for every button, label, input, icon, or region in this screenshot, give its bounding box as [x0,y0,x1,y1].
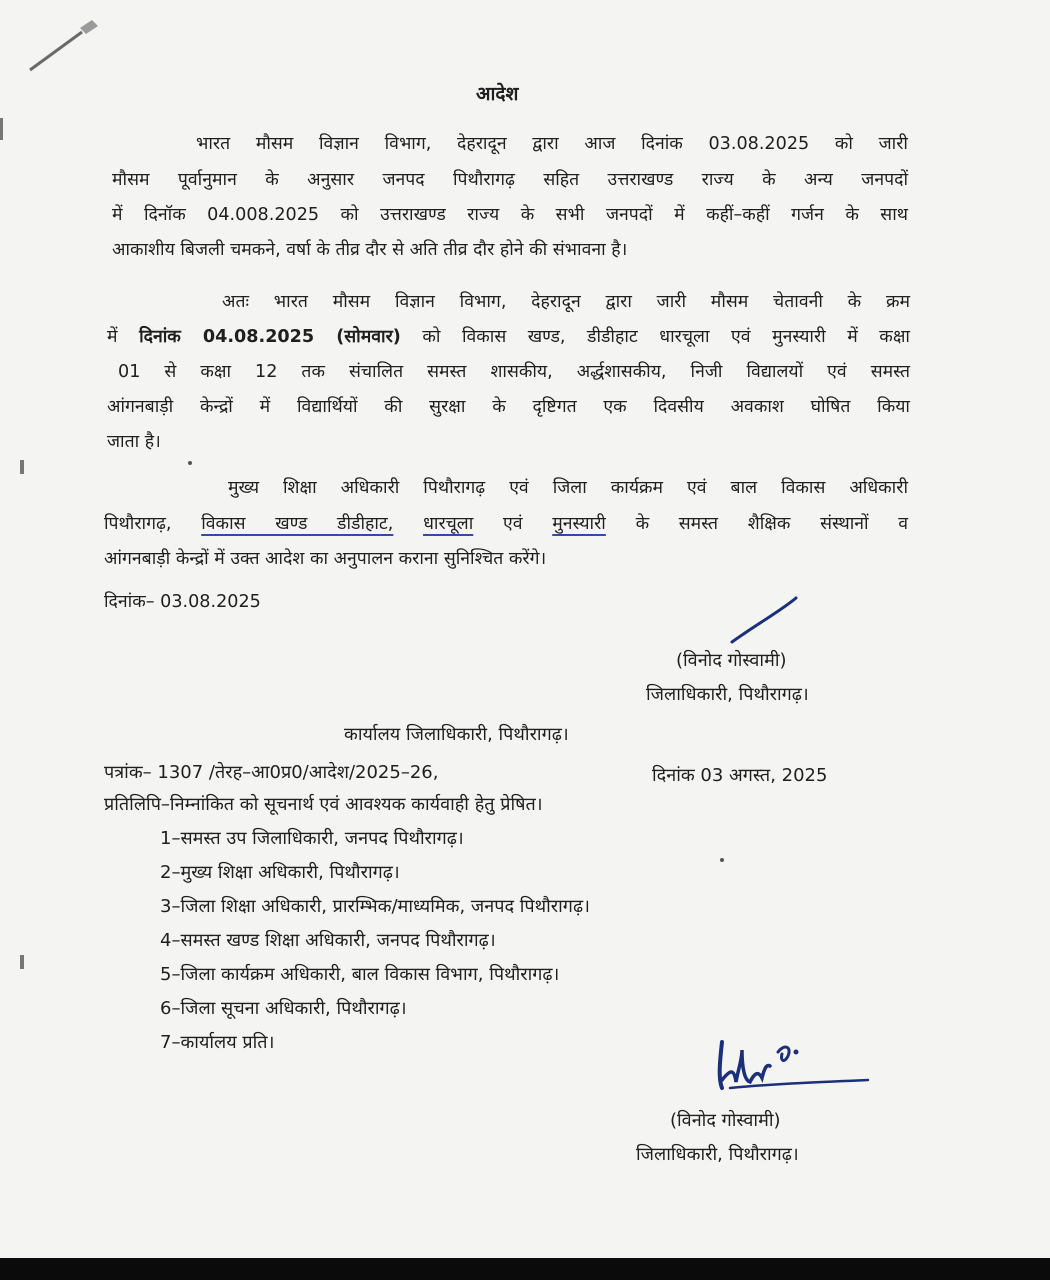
para2-text: में [107,327,118,347]
underlined-block: विकास खण्ड डीडीहाट, [201,514,394,534]
para3-text: एवं [503,514,523,534]
margin-mark [20,460,24,474]
para3-text: के समस्त शैक्षिक संस्थानों व [635,514,909,534]
order-date: दिनांक– 03.08.2025 [104,592,261,612]
holiday-date: दिनांक 04.08.2025 (सोमवार) [139,327,401,347]
para1-line: मौसम पूर्वानुमान के अनुसार जनपद पिथौरागढ़ सहित उत्तराखण्ड राज्य के अन्य जनपदों [112,170,908,190]
signatory-name: (विनोद गोस्वामी) [676,650,787,671]
edge-mark [0,118,3,140]
speck [720,858,724,862]
para2-line: 01 से कक्षा 12 तक संचालित समस्त शासकीय, अर्द्धशासकीय, निजी विद्यालयों एवं समस्त [118,362,910,382]
copy-list-item: 5–जिला कार्यक्रम अधिकारी, बाल विकास विभाग, पिथौरागढ़। [160,964,560,985]
para1-line: में दिनॉक 04.008.2025 को उत्तराखण्ड राज्य के सभी जनपदों में कहीं–कहीं गर्जन के साथ [112,205,908,225]
signature-stroke-icon [724,592,804,648]
reference-number: पत्रांक– 1307 /तेरह–आ0प्र0/आदेश/2025–26, [104,762,439,783]
underlined-block: धारचूला [423,514,474,534]
reference-date: दिनांक 03 अगस्त, 2025 [652,765,828,786]
para1-line: आकाशीय बिजली चमकने, वर्षा के तीव्र दौर से अति तीव्र दौर होने की संभावना है। [112,240,628,260]
handwritten-signature-icon [700,1030,880,1100]
para2-line: अतः भारत मौसम विज्ञान विभाग, देहरादून द्वारा जारी मौसम चेतावनी के क्रम [222,292,910,312]
margin-mark [20,955,24,969]
para3-line: मुख्य शिक्षा अधिकारी पिथौरागढ़ एवं जिला कार्यक्रम एवं बाल विकास अधिकारी [228,478,908,498]
signatory-designation-2: जिलाधिकारी, पिथौरागढ़। [636,1144,799,1165]
corner-mark-icon [22,14,102,76]
copy-intro: प्रतिलिपि–निम्नांकित को सूचनार्थ एवं आवश्यक कार्यवाही हेतु प्रेषित। [104,794,543,815]
bottom-band [0,1258,1050,1280]
para2-line: जाता है। [107,432,161,452]
copy-list-item: 2–मुख्य शिक्षा अधिकारी, पिथौरागढ़। [160,862,400,883]
copy-list-item: 7–कार्यालय प्रति। [160,1032,275,1053]
speck [188,461,192,465]
copy-list-item: 3–जिला शिक्षा अधिकारी, प्रारम्भिक/माध्यमिक, जनपद पिथौरागढ़। [160,896,590,917]
para2-text: को विकास खण्ड, डीडीहाट धारचूला एवं मुनस्यारी में कक्षा [422,327,910,347]
copy-list-item: 4–समस्त खण्ड शिक्षा अधिकारी, जनपद पिथौरागढ़। [160,930,496,951]
para2-line [107,319,910,355]
underlined-block: मुनस्यारी [552,514,606,534]
document-title: आदेश [476,83,519,105]
signatory-designation: जिलाधिकारी, पिथौरागढ़। [646,684,809,705]
copy-list-item: 1–समस्त उप जिलाधिकारी, जनपद पिथौरागढ़। [160,828,464,849]
para2-line: आंगनबाड़ी केन्द्रों में विद्यार्थियों की सुरक्षा के दृष्टिगत एक दिवसीय अवकाश घोषित किया [107,397,910,417]
para1-line: भारत मौसम विज्ञान विभाग, देहरादून द्वारा आज दिनांक 03.08.2025 को जारी [196,134,908,154]
para3-line [104,506,908,542]
copy-list-item: 6–जिला सूचना अधिकारी, पिथौरागढ़। [160,998,407,1019]
para3-line: आंगनबाड़ी केन्द्रों में उक्त आदेश का अनुपालन कराना सुनिश्चित करेंगे। [104,549,547,569]
para3-text: पिथौरागढ़, [104,514,172,534]
signatory-name-2: (विनोद गोस्वामी) [670,1110,781,1131]
office-name: कार्यालय जिलाधिकारी, पिथौरागढ़। [344,724,569,745]
